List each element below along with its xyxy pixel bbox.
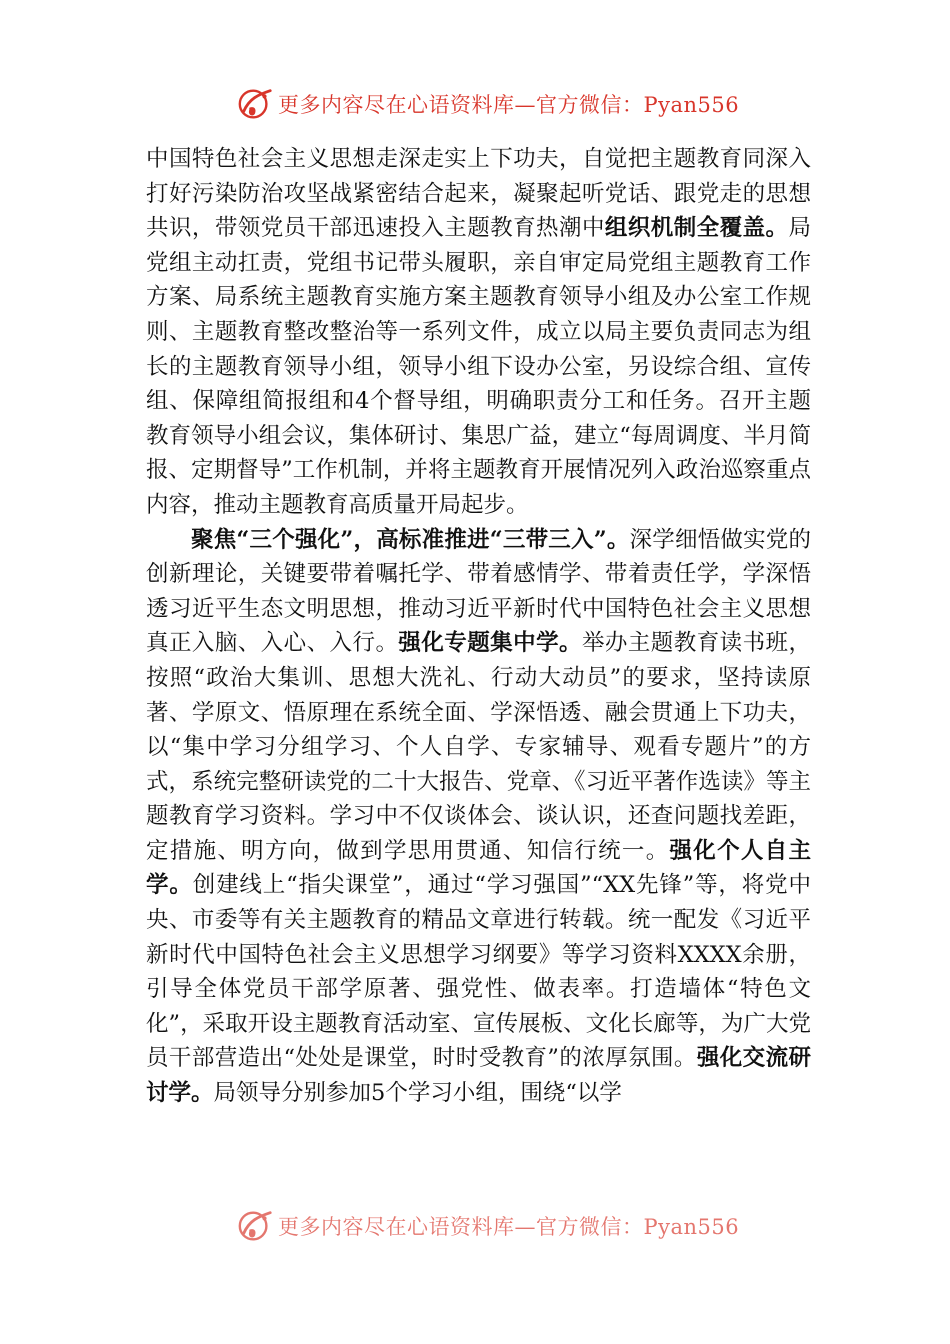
paragraph-2-heading-4: 强化交流研讨学。	[146, 1045, 811, 1107]
brand-logo-icon	[236, 85, 274, 123]
paragraph-2	[146, 523, 811, 1111]
paragraph-2-heading-1: 聚焦“三个强化”，高标准推进“三带三入”。	[191, 526, 630, 553]
paragraph-2-text-3: 创建线上“指尖课堂”，通过“学习强国”“XX先锋”等，将党中央、市委等有关主题教育的精品文章进行转载。统一配发《习近平新时代中国特色社会主义思想学习纲要》等学习资料XXXX余册，引导全体党员干部学原著、强党性、做表率。打造墙体“特色文化”，采取开设主题教育活动室、宣传展板、文化长廊等，为广大党员干部营造出“处处是课堂，时时受教育”的浓厚氛围。	[146, 872, 811, 1072]
paragraph-2-text-1: 深学细悟做实党的创新理论，关键要带着嘱托学、带着感情学、带着责任学，学深悟透习近平生态文明思想，推动习近平新时代中国特色社会主义思想真正入脑、入心、入行。	[146, 526, 811, 657]
paragraph-2-heading-2: 强化专题集中学。	[398, 630, 582, 657]
footer-watermark-text: 更多内容尽在心语资料库—官方微信：Pyan556	[278, 1215, 740, 1239]
paragraph-2-text-4: 局领导分别参加5个学习小组，围绕“以学	[213, 1080, 622, 1107]
brand-logo-icon-footer	[236, 1207, 274, 1245]
body-text	[146, 142, 811, 1111]
paragraph-2-heading-3: 强化个人自主学。	[146, 837, 811, 899]
paragraph-1-text-2: 局党组主动扛责，党组书记带头履职，亲自审定局党组主题教育工作方案、局系统主题教育实施方案主题教育领导小组及办公室工作规则、主题教育整改整治等一系列文件，成立以局主要负责同志为组长的主题教育领导小组，领导小组下设办公室，另设综合组、宣传组、保障组简报组和4个督导组，明确职责分工和任务。召开主题教育领导小组会议，集体研讨、集思广益，建立“每周调度、半月简报、定期督导”工作机制，并将主题教育开展情况列入政治巡察重点内容，推动主题教育高质量开局起步。	[146, 215, 811, 518]
paragraph-1-heading-1: 组织机制全覆盖。	[604, 215, 789, 242]
footer-watermark-banner	[0, 1200, 950, 1250]
paragraph-1	[146, 142, 811, 523]
paragraph-1-text-1: 中国特色社会主义思想走深走实上下功夫，自觉把主题教育同深入打好污染防治攻坚战紧密结合起来，凝聚起听党话、跟党走的思想共识，带领党员干部迅速投入主题教育热潮中	[146, 146, 811, 242]
header-watermark-text: 更多内容尽在心语资料库—官方微信：Pyan556	[278, 93, 740, 117]
header-watermark-banner	[0, 78, 950, 128]
paragraph-2-text-2: 举办主题教育读书班，按照“政治大集训、思想大洗礼、行动大动员”的要求，坚持读原著、学原文、悟原理在系统全面、学深悟透、融会贯通上下功夫，以“集中学习分组学习、个人自学、专家辅导、观看专题片”的方式，系统完整研读党的二十大报告、党章、《习近平著作选读》等主题教育学习资料。学习中不仅谈体会、谈认识，还查问题找差距，定措施、明方向，做到学思用贯通、知信行统一。	[146, 630, 811, 864]
